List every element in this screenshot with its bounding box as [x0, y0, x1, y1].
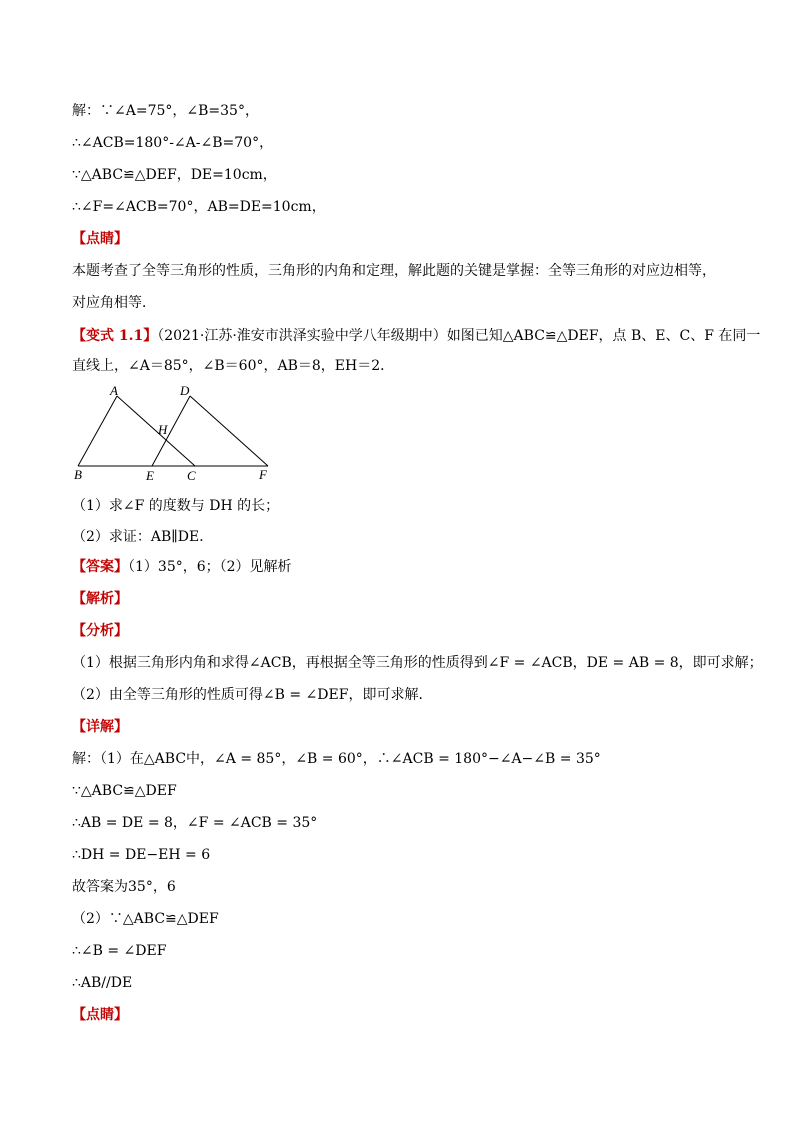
question-1: （1）求∠F 的度数与 DH 的长；: [72, 498, 280, 514]
segment-ab: [78, 396, 117, 466]
variant-line-1: [72, 326, 760, 346]
variant-text-2: 直线上，∠A＝85°，∠B＝60°，AB＝8，EH＝2．: [72, 358, 395, 374]
dianjing-text-1: 本题考查了全等三角形的性质，三角形的内角和定理，解此题的关键是掌握：全等三角形的对应边相等，: [72, 263, 716, 279]
answer-text: （1）35°，6；（2）见解析: [128, 559, 292, 575]
dianjing-heading-2: 【点睛】: [72, 1007, 128, 1023]
variant-text-1: 如图已知△ABC≌△DEF，点 B、E、C、F 在同一: [446, 328, 761, 344]
fenxi-line-2: （2）由全等三角形的性质可得∠B = ∠DEF，即可求解．: [72, 687, 433, 703]
label-e: E: [146, 468, 154, 483]
triangle-figure: [70, 382, 280, 484]
label-f: F: [259, 467, 267, 482]
label-a: A: [110, 383, 118, 398]
segment-ac: [117, 396, 195, 466]
answer-line: [72, 557, 292, 577]
xiangjie-heading: 【详解】: [72, 719, 128, 735]
jiexi-heading: 【解析】: [72, 591, 128, 607]
solution-line-3: ∵△ABC≌△DEF，DE=10cm，: [72, 167, 277, 183]
fenxi-heading: 【分析】: [72, 623, 128, 639]
variant-tag: 【变式 1.1】: [72, 328, 158, 344]
xiangjie-line-5: 故答案为35°，6: [72, 879, 176, 895]
label-b: B: [74, 467, 82, 482]
answer-tag: 【答案】: [72, 559, 128, 575]
xiangjie-line-2: ∵△ABC≌△DEF: [72, 783, 177, 799]
xiangjie-line-7: ∴∠B = ∠DEF: [72, 943, 167, 959]
xiangjie-line-1: 解：（1）在△ABC中，∠A = 85°，∠B = 60°，∴∠ACB = 180°−∠A−∠B = 35°: [72, 751, 601, 767]
solution-line-1: 解：∵∠A=75°，∠B=35°，: [72, 103, 259, 119]
xiangjie-line-4: ∴DH = DE−EH = 6: [72, 847, 211, 863]
xiangjie-line-6: （2）∵△ABC≌△DEF: [72, 911, 219, 927]
label-h: H: [158, 422, 168, 437]
label-d: D: [180, 383, 190, 398]
fenxi-line-1: （1）根据三角形内角和求得∠ACB，再根据全等三角形的性质得到∠F = ∠ACB，DE = AB = 8，即可求解；: [72, 655, 763, 671]
label-c: C: [187, 468, 196, 483]
dianjing-text-2: 对应角相等．: [72, 295, 156, 311]
solution-line-4: ∴∠F=∠ACB=70°，AB=DE=10cm，: [72, 199, 326, 215]
solution-line-2: ∴∠ACB=180°-∠A-∠B=70°，: [72, 135, 274, 151]
dianjing-heading: 【点睛】: [72, 231, 128, 247]
question-2: （2）求证：AB∥DE．: [72, 529, 214, 545]
xiangjie-line-8: ∴AB//DE: [72, 975, 133, 991]
segment-df: [190, 396, 268, 466]
variant-source: （2021·江苏·淮安市洪泽实验中学八年级期中）: [157, 328, 447, 344]
xiangjie-line-3: ∴AB = DE = 8，∠F = ∠ACB = 35°: [72, 815, 318, 831]
